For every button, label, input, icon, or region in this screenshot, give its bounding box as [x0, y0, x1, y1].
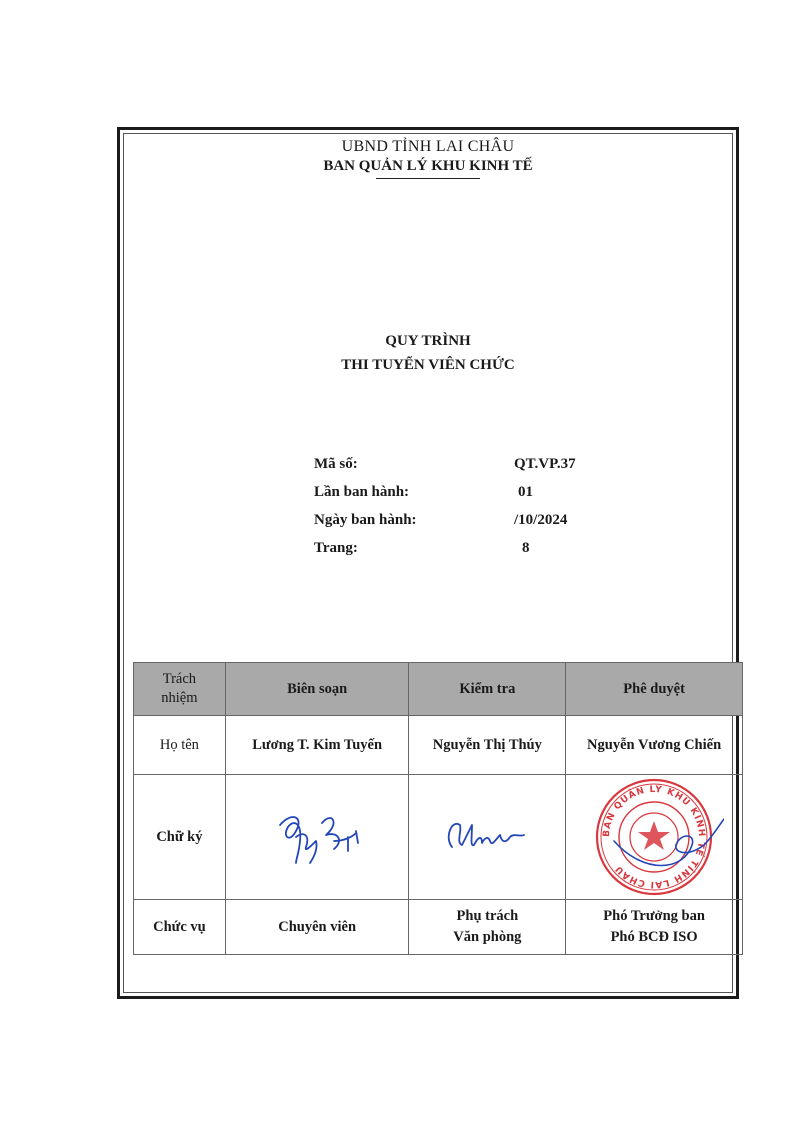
- title-line-2: THI TUYỂN VIÊN CHỨC: [341, 357, 515, 373]
- position-checked-line-2: Văn phòng: [453, 929, 522, 945]
- table-row-blank: [134, 955, 743, 1002]
- position-checked: [409, 900, 566, 955]
- signature-checked-image: [432, 807, 542, 867]
- meta-value: QT.VP.37: [514, 456, 576, 472]
- row-label-name: Họ tên: [134, 716, 226, 775]
- position-approved-line-1: Phó Trưởng ban: [603, 908, 705, 924]
- document-frame-inner: [123, 133, 733, 993]
- signature-compiled-image: [252, 797, 382, 877]
- signature-compiled: [225, 775, 409, 900]
- signature-approved: [566, 775, 743, 900]
- header-approved: Phê duyệt: [566, 663, 743, 716]
- official-seal: [584, 775, 724, 899]
- org-parent: UBND TỈNH LAI CHÂU: [341, 138, 515, 155]
- meta-label: Lần ban hành:: [314, 484, 410, 500]
- meta-label: Trang:: [314, 540, 358, 556]
- meta-value: 8: [522, 540, 530, 556]
- header-checked: Kiểm tra: [409, 663, 566, 716]
- position-checked-line-1: Phụ trách: [456, 908, 519, 924]
- meta-value: 01: [518, 484, 533, 500]
- signature-checked: [409, 775, 566, 900]
- position-compiled: Chuyên viên: [225, 900, 409, 955]
- table-row-signature: [134, 775, 743, 900]
- meta-label: Ngày ban hành:: [314, 512, 417, 528]
- meta-value: /10/2024: [514, 512, 568, 528]
- position-approved-line-2: Phó BCĐ ISO: [610, 929, 698, 945]
- table-row-position: [134, 900, 743, 955]
- document-frame: [117, 127, 739, 999]
- header-responsibility: Trách nhiệm: [134, 663, 226, 716]
- table-header-row: [134, 663, 743, 716]
- meta-row-date: [314, 512, 574, 540]
- document-meta: [314, 456, 574, 568]
- name-compiled: Lương T. Kim Tuyến: [225, 716, 409, 775]
- document-title: [124, 329, 732, 377]
- meta-row-pages: [314, 540, 574, 568]
- name-approved: Nguyễn Vương Chiến: [566, 716, 743, 775]
- meta-row-edition: [314, 484, 574, 512]
- row-label-position: Chức vụ: [134, 900, 226, 955]
- row-label-signature: Chữ ký: [134, 775, 226, 900]
- meta-label: Mã số:: [314, 456, 358, 472]
- document-header: [124, 138, 732, 179]
- org-name: BAN QUẢN LÝ KHU KINH TẾ: [323, 158, 533, 174]
- table-row-name: [134, 716, 743, 775]
- seal-text: BAN QUẢN LÝ KHU KINH TẾ TỈNH LAI CHÂU: [601, 784, 707, 890]
- responsibility-table: [133, 662, 743, 1001]
- header-rule: [376, 178, 480, 179]
- meta-row-code: [314, 456, 574, 484]
- position-approved: [566, 900, 743, 955]
- title-line-1: QUY TRÌNH: [385, 333, 471, 349]
- name-checked: Nguyễn Thị Thúy: [409, 716, 566, 775]
- blank-cell: [134, 955, 743, 1002]
- header-compiled: Biên soạn: [225, 663, 409, 716]
